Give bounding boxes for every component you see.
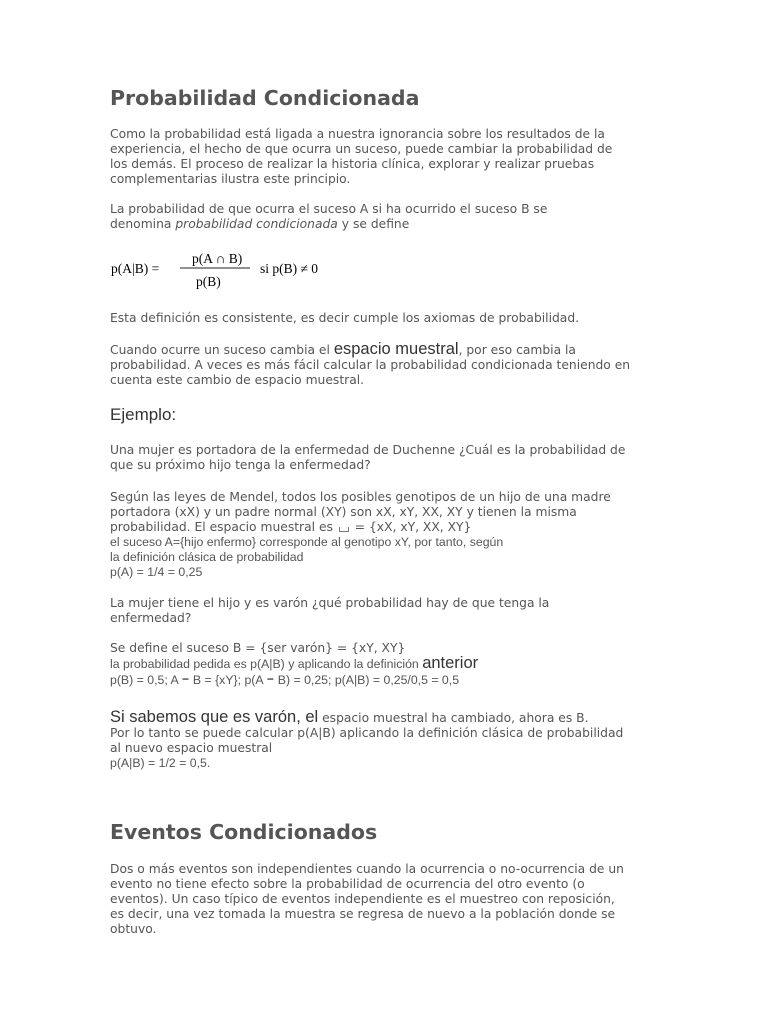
intersection-symbol-icon: ▬ — [267, 676, 274, 682]
sample-space-paragraph: Cuando ocurre un suceso cambia el espacio muestral, por eso cambia la probabilidad. A veces es más fácil calcular la probabilidad condicionada teniendo en cuenta este cambio de espacio muestral. — [110, 340, 631, 387]
formula-numerator: p(A ∩ B) — [192, 251, 243, 266]
omega-symbol-icon — [339, 527, 349, 532]
section-title: Eventos Condicionados — [110, 820, 378, 844]
sample-space-term: espacio muestral — [333, 340, 459, 358]
intersection-symbol-icon: ▬ — [182, 676, 189, 682]
consistency-note: Esta definición es consistente, es decir cumple los axiomas de probabilidad. — [110, 311, 580, 325]
conditional-probability-formula — [110, 248, 350, 292]
intro-line: experiencia, el hecho de que ocurra un suceso, puede cambiar la probabilidad de — [110, 142, 613, 156]
intro-line: los demás. El proceso de realizar la historia clínica, explorar y realizar pruebas — [110, 157, 595, 171]
event-b-paragraph: Se define el suceso B = {ser varón} = {xY, XY} la probabilidad pedida es p(A|B) y aplicando la definición anterior p(B) = 0,5; A ▬ B = {xY}; p(A ▬ B) = 0,25; p(A|B) = 0,25/0,5 = 0,5 — [110, 641, 479, 687]
male-statement: Si sabemos que es varón, el — [110, 708, 319, 726]
independence-paragraph: Dos o más eventos son independientes cuando la ocurrencia o no-ocurrencia de un evento no tiene efecto sobre la probabilidad de ocurrencia del otro evento (o eventos). Un caso típico de eventos independiente es el muestreo con reposición, es decir, una vez tomada la muestra se regresa de nuevo a la población donde se obtuvo. — [110, 862, 624, 936]
intro-line: Como la probabilidad está ligada a nuestra ignorancia sobre los resultados de la — [110, 127, 605, 141]
example-heading: Ejemplo: — [110, 405, 177, 424]
formula-lhs: p(A|B) = — [111, 261, 160, 276]
intro-paragraph — [110, 127, 658, 187]
male-conclusion-paragraph: Si sabemos que es varón, el espacio muestral ha cambiado, ahora es B. Por lo tanto se puede calcular p(A|B) aplicando la definición clásica de probabilidad al nuevo espacio muestral p(A|B) = 1/2 = 0,5. — [110, 708, 624, 770]
definition-paragraph — [110, 202, 658, 232]
second-question: La mujer tiene el hijo y es varón ¿qué probabilidad hay de que tenga la enfermedad? — [110, 596, 550, 625]
definition-term: probabilidad condicionada — [175, 217, 338, 231]
anterior-word: anterior — [422, 654, 479, 672]
definition-line: La probabilidad de que ocurra el suceso A si ha ocurrido el suceso B se — [110, 202, 548, 216]
definition-line: denomina probabilidad condicionada y se define — [110, 217, 410, 231]
intro-line: complementarias ilustra este principio. — [110, 172, 351, 186]
example-question: Una mujer es portadora de la enfermedad de Duchenne ¿Cuál es la probabilidad de que su próximo hijo tenga la enfermedad? — [110, 443, 626, 472]
formula-condition: si p(B) ≠ 0 — [260, 261, 319, 276]
formula-denominator: p(B) — [196, 274, 221, 289]
page-title: Probabilidad Condicionada — [110, 86, 420, 110]
mendel-paragraph: Según las leyes de Mendel, todos los posibles genotipos de un hijo de una madre portadora (xX) y un padre normal (XY) son xX, xY, XX, XY y tienen la misma probabilidad. El espacio muestral es = {xX, xY, XX, XY} el suceso A={hijo enfermo} corresponde al genotipo xY, por tanto, según la definición clásica de probabilidad p(A) = 1/4 = 0,25 — [110, 490, 611, 579]
